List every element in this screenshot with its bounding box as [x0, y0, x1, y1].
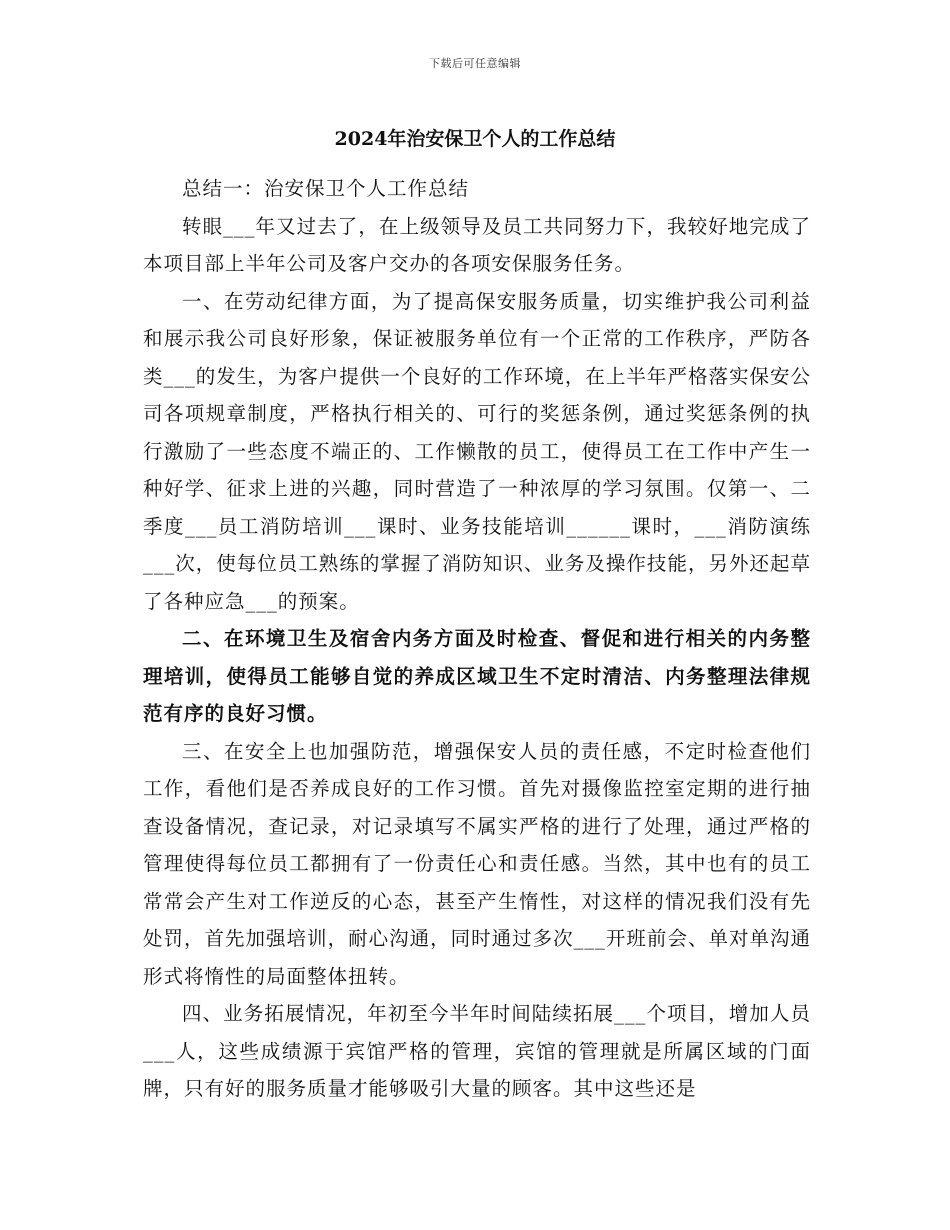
header-note: 下载后可任意编辑 [429, 57, 521, 70]
document-body [143, 170, 811, 1108]
section-heading: 总结一：治安保卫个人工作总结 [182, 177, 470, 200]
paragraph-labor-discipline: 一、在劳动纪律方面，为了提高保安服务质量，切实维护我公司利益和展示我公司良好形象，保证被服务单位有一个正常的工作秩序，严防各类___的发生，为客户提供一个良好的工作环境，在上半年严格落实保安公司各项规章制度，严格执行相关的、可行的奖惩条例，通过奖惩条例的执行激励了一些态度不端正的、工作懒散的员工，使得员工在工作中产生一种好学、征求上进的兴趣，同时营造了一种浓厚的学习氛围。仅第一、二季度___员工消防培训___课时、业务技能培训______课时，___消防演练___次，使每位员工熟练的掌握了消防知识、业务及操作技能，另外还起草了各种应急___的预案。 [143, 289, 811, 613]
paragraph-hygiene: 二、在环境卫生及宿舍内务方面及时检查、督促和进行相关的内务整理培训，使得员工能够自觉的养成区域卫生不定时清洁、内务整理法律规范有序的良好习惯。 [143, 627, 811, 725]
document-title: 2024年治安保卫个人的工作总结 [334, 128, 616, 150]
paragraph-safety: 三、在安全上也加强防范，增强保安人员的责任感，不定时检查他们工作，看他们是否养成良好的工作习惯。首先对摄像监控室定期的进行抽查设备情况，查记录，对记录填写不属实严格的进行了处理，通过严格的管理使得每位员工都拥有了一份责任心和责任感。当然，其中也有的员工常常会产生对工作逆反的心态，甚至产生惰性，对这样的情况我们没有先处罚，首先加强培训，耐心沟通，同时通过多次___开班前会、单对单沟通形式将惰性的局面整体扭转。 [143, 739, 811, 988]
paragraph-intro: 转眼___年又过去了，在上级领导及员工共同努力下，我较好地完成了本项目部上半年公司及客户交办的各项安保服务任务。 [143, 214, 811, 275]
paragraph-business-expansion: 四、业务拓展情况，年初至今半年时间陆续拓展___个项目，增加人员___人，这些成绩源于宾馆严格的管理，宾馆的管理就是所属区域的门面牌，只有好的服务质量才能够吸引大量的顾客。其中这些还是 [143, 1002, 811, 1100]
